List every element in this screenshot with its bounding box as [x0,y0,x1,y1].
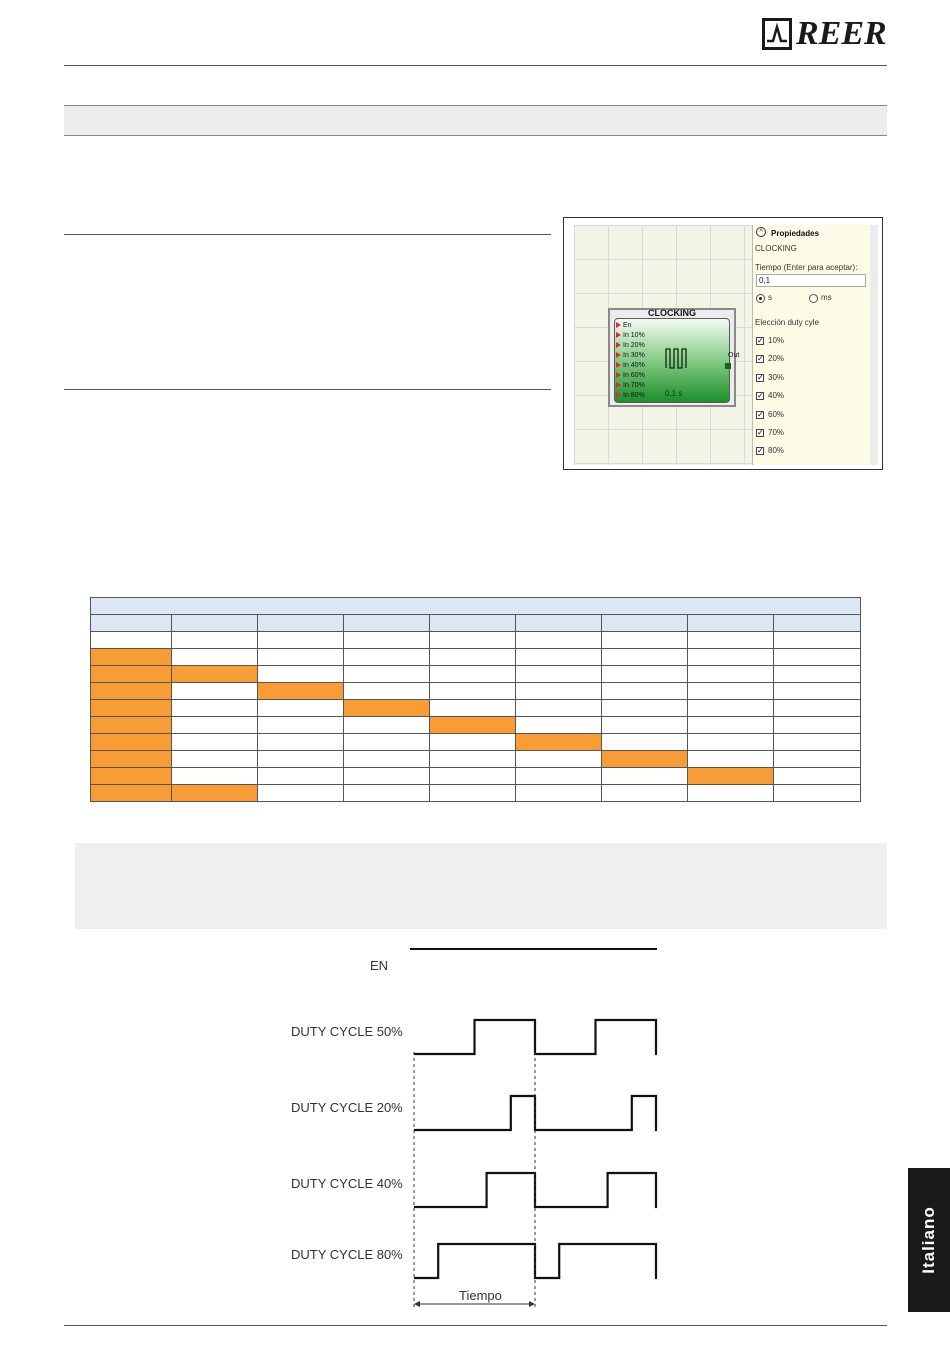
table-cell [91,717,172,734]
table-header-row [91,615,861,632]
pin-in-70[interactable]: In 70% [616,381,645,391]
table-cell [91,785,172,802]
table-row [91,768,861,785]
table-cell [258,666,344,683]
table-cell [602,683,688,700]
header-cell [688,615,774,632]
table-cell [516,649,602,666]
table-cell [258,649,344,666]
duty-cycle-label: Elección duty cyle [755,318,820,327]
pin-in-80[interactable]: In 80% [616,391,645,401]
table-cell [516,717,602,734]
table-cell [258,768,344,785]
table-cell [172,751,258,768]
properties-header: Propiedades [771,229,820,238]
table-cell [430,700,516,717]
duty-20-label: DUTY CYCLE 20% [291,1100,403,1115]
table-cell [516,632,602,649]
table-cell [688,666,774,683]
duty-50-label: DUTY CYCLE 50% [291,1024,403,1039]
properties-scrollbar[interactable] [870,225,878,465]
language-tab-label: Italiano [919,1206,938,1274]
design-canvas [574,225,754,465]
table-cell [172,649,258,666]
header-cell [91,615,172,632]
table-cell [258,734,344,751]
table-row [91,700,861,717]
collapse-chevron-icon[interactable]: ^ [756,227,766,237]
duty-70-label: 70% [768,428,785,437]
block-time: 0,1 s [665,389,683,398]
table-cell [430,751,516,768]
table-row [91,683,861,700]
table-cell [516,700,602,717]
table-cell [91,666,172,683]
table-cell [774,649,861,666]
table-cell [602,785,688,802]
table-row [91,785,861,802]
input-pin-icon [616,382,621,388]
en-label: EN [370,958,389,973]
component-name: CLOCKING [755,244,797,253]
logo-mark-icon [762,18,792,50]
block-body [614,318,730,403]
arrow-left-icon [414,1301,420,1307]
table-cell [344,649,430,666]
table-cell [258,785,344,802]
header-cell [172,615,258,632]
table-cell [430,683,516,700]
section-rule-bottom [64,389,551,390]
footer-rule [64,1325,887,1326]
table-cell [774,683,861,700]
table-cell [602,666,688,683]
pin-en[interactable]: En [616,321,632,331]
table-cell [172,683,258,700]
table-cell [344,717,430,734]
logo-text: REER [796,15,887,52]
logo-wave-icon [765,21,789,47]
table-cell [688,785,774,802]
table-cell [602,649,688,666]
arrow-right-icon [529,1301,535,1307]
table-cell [91,649,172,666]
duty-40-checkbox[interactable]: ✓ [757,391,764,400]
table-cell [344,785,430,802]
duty-30-label: 30% [768,373,785,382]
table-cell [774,785,861,802]
table-cell [258,683,344,700]
pin-in-10[interactable]: In 10% [616,331,645,341]
header-cell [516,615,602,632]
period-label: Tiempo [459,1288,502,1303]
table-cell [91,751,172,768]
truth-table [90,597,861,802]
duty-80-label: DUTY CYCLE 80% [291,1247,403,1262]
header-cell [430,615,516,632]
block-title: CLOCKING [648,308,696,318]
table-cell [688,683,774,700]
table-cell [344,734,430,751]
output-pin-icon[interactable] [725,363,731,369]
table-title-cell [91,598,861,615]
table-cell [258,751,344,768]
unit-s-radio[interactable] [756,294,765,303]
input-pin-icon [616,392,621,398]
table-cell [91,734,172,751]
table-cell [774,717,861,734]
pin-in-60[interactable]: In 60% [616,371,645,381]
duty-20-checkbox[interactable]: ✓ [757,354,764,363]
table-cell [688,700,774,717]
pin-in-20[interactable]: In 20% [616,341,645,351]
table-cell [344,768,430,785]
duty-70-checkbox[interactable]: ✓ [757,428,764,437]
header-cell [258,615,344,632]
table-cell [602,700,688,717]
table-cell [91,632,172,649]
table-cell [774,751,861,768]
table-cell [430,649,516,666]
table-cell [344,751,430,768]
table-cell [172,717,258,734]
header-cell [602,615,688,632]
duty-40-label: 40% [768,391,785,400]
clocking-block[interactable] [608,308,740,407]
header-cell [774,615,861,632]
reer-logo [762,16,888,56]
section-rule-top [64,234,551,235]
table-cell [430,666,516,683]
clock-wave-icon [665,347,691,369]
table-cell [430,768,516,785]
unit-s-label: s [768,293,772,302]
table-row [91,632,861,649]
table-cell [688,717,774,734]
table-cell [172,632,258,649]
duty-20-waveform [414,1096,657,1130]
unit-ms-label: ms [821,293,832,302]
duty-20-label: 20% [768,354,785,363]
input-pin-icon [616,332,621,338]
note-box [75,843,887,929]
table-cell [430,717,516,734]
table-cell [258,700,344,717]
pin-in-30[interactable]: In 30% [616,351,645,361]
unit-ms-radio[interactable] [809,294,818,303]
duty-10-label: 10% [768,336,785,345]
input-pin-icon [616,362,621,368]
table-title-row [91,598,861,615]
table-cell [430,734,516,751]
table-cell [344,700,430,717]
table-cell [172,700,258,717]
table-cell [602,717,688,734]
properties-panel [752,225,871,465]
table-cell [258,632,344,649]
table-cell [516,785,602,802]
table-cell [516,666,602,683]
duty-60-checkbox[interactable]: ✓ [757,410,764,419]
input-pin-icon [616,342,621,348]
output-label: Out [728,352,740,359]
table-cell [344,666,430,683]
truth-table-body [91,598,861,802]
table-cell [688,768,774,785]
duty-80-waveform [414,1244,657,1278]
table-cell [91,700,172,717]
header-rule [64,65,887,66]
duty-10-checkbox[interactable]: ✓ [757,336,764,345]
table-cell [172,768,258,785]
table-cell [172,734,258,751]
header-cell [344,615,430,632]
input-pin-icon [616,372,621,378]
table-cell [516,734,602,751]
input-pin-icon [616,322,621,328]
duty-40-waveform [414,1173,657,1207]
duty-30-checkbox[interactable]: ✓ [757,373,764,382]
pin-in-40[interactable]: In 40% [616,361,645,371]
table-row [91,751,861,768]
table-cell [602,632,688,649]
table-cell [688,734,774,751]
table-cell [602,751,688,768]
table-row [91,734,861,751]
table-cell [516,768,602,785]
table-cell [602,734,688,751]
language-tab[interactable] [908,1168,950,1312]
table-cell [430,785,516,802]
table-cell [774,666,861,683]
table-row [91,649,861,666]
duty-50-waveform [414,1020,657,1054]
table-cell [91,683,172,700]
duty-80-checkbox[interactable]: ✓ [757,446,764,455]
table-cell [172,666,258,683]
table-cell [688,649,774,666]
duty-80-label: 80% [768,446,785,455]
table-row [91,666,861,683]
time-label: Tiempo (Enter para aceptar): [755,263,858,272]
section-title-band [64,105,887,136]
table-cell [430,632,516,649]
table-cell [774,632,861,649]
table-row [91,717,861,734]
table-cell [774,768,861,785]
table-cell [602,768,688,785]
table-cell [688,751,774,768]
time-input[interactable]: 0,1 [756,274,866,287]
table-cell [516,683,602,700]
table-cell [172,785,258,802]
table-cell [774,700,861,717]
table-cell [774,734,861,751]
table-cell [688,632,774,649]
table-cell [258,717,344,734]
table-cell [344,632,430,649]
table-cell [344,683,430,700]
table-cell [516,751,602,768]
duty-60-label: 60% [768,410,785,419]
table-cell [91,768,172,785]
input-pin-icon [616,352,621,358]
duty-40-label: DUTY CYCLE 40% [291,1176,403,1191]
clocking-config-screenshot [563,217,883,470]
